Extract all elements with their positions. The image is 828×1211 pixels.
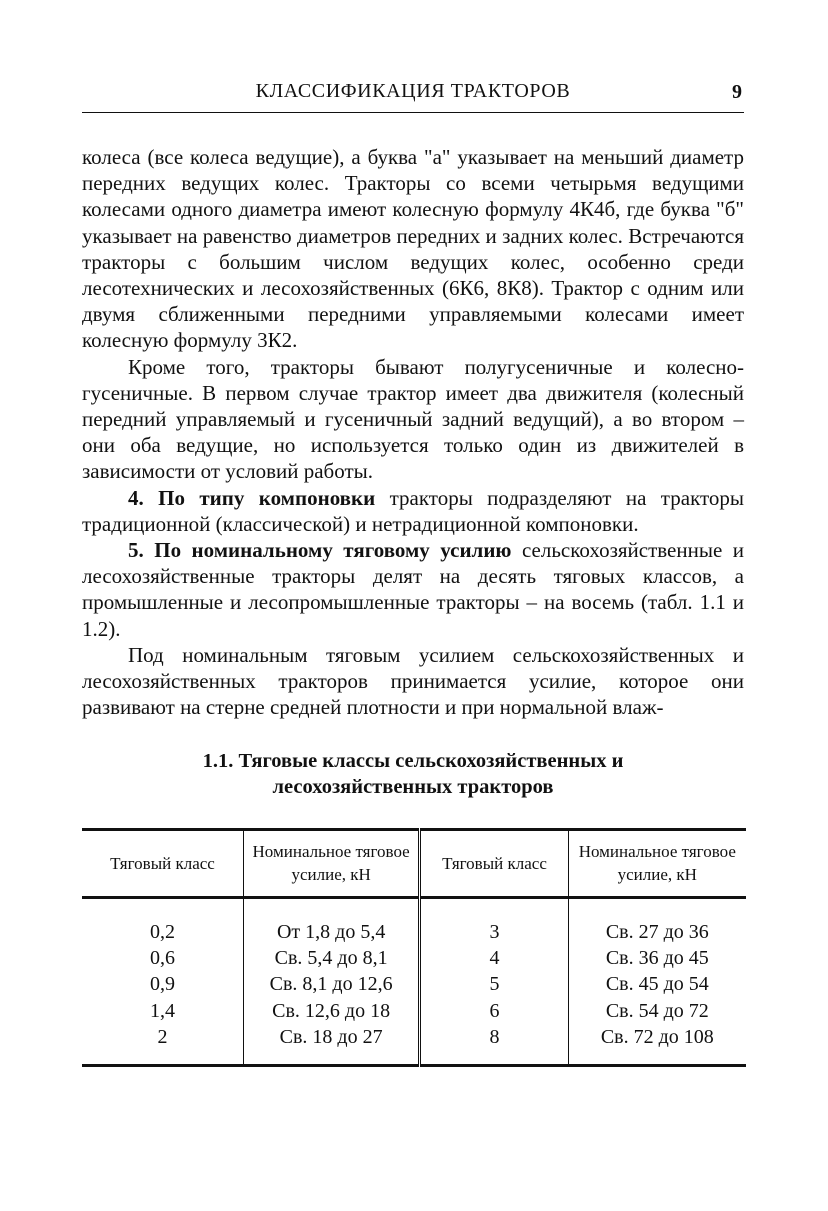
- table-title: [82, 748, 744, 800]
- table-cell: Св. 54 до 72: [605, 999, 709, 1022]
- table-cell: 0,6: [149, 947, 175, 970]
- running-header: [82, 78, 744, 113]
- table-cell: 8: [489, 1025, 500, 1048]
- table-cell: От 1,8 до 5,4: [276, 921, 386, 943]
- traction-class-table: [82, 828, 746, 1067]
- table-title-line-2: лесохозяйственных тракторов: [272, 776, 554, 798]
- table-body-row: [82, 898, 746, 1066]
- header-traction-class-2: Тяговый класс: [420, 830, 568, 898]
- table-cell: Св. 12,6 до 18: [272, 999, 391, 1022]
- paragraph-4: [82, 537, 744, 642]
- paragraph-2-text: Кроме того, тракторы бывают полугусеничные и колесно-гусеничные. В первом случае трактор имеет два движителя (колесный передний управляемый и гусеничный задний ведущий), а во втором – они оба ведущие, но используется только один из движителей в зависимости от условий работы.: [82, 354, 744, 484]
- paragraph-4-text: сельскохозяйственные и лесохозяйственные тракторы делят на десять тяговых классов, а промышленные и лесопромышленные тракторы – на восемь (табл. 1.1 и 1.2).: [82, 538, 745, 641]
- paragraph-1: [82, 144, 744, 354]
- body-text: [82, 144, 744, 720]
- table-cell: 5: [489, 973, 500, 996]
- header-nominal-force-2: Номинальное тяговое усилие, кН: [568, 830, 746, 898]
- table-cell: 2: [157, 1025, 168, 1048]
- paragraph-5-text: Под номинальным тяговым усилием сельскохозяйственных и лесохозяйственных тракторов принимается усилие, которое они развивают на стерне средней плотности и при нормальной влаж-: [82, 642, 744, 720]
- table-cell: Св. 27 до 36: [605, 921, 709, 943]
- table-cell: Св. 8,1 до 12,6: [269, 973, 393, 996]
- paragraph-3: [82, 485, 744, 537]
- paragraph-2: [82, 354, 744, 485]
- table-cell: 4: [489, 947, 500, 970]
- table-cell: 6: [489, 999, 500, 1022]
- header-traction-class-1: Тяговый класс: [82, 830, 243, 898]
- paragraph-4-heading: 5. По номинальному тяговому усилию: [128, 538, 512, 563]
- column-traction-class-2: [420, 898, 568, 1066]
- running-header-title: КЛАССИФИКАЦИЯ ТРАКТОРОВ: [255, 80, 571, 102]
- paragraph-3-text: тракторы подразделяют на тракторы традиционной (классической) и нетрадиционной компоновки.: [82, 485, 744, 536]
- paragraph-1-text: колеса (все колеса ведущие), а буква "а" указывает на меньший диаметр передних ведущих колес. Тракторы со всеми четырьмя ведущими колесами одного диаметра имеют колесную формулу 4К4б, где буква "б" указывает на равенство диаметров передних и задних колес. Встречаются тракторы с большим числом ведущих колес, особенно среди лесотехнических и лесохозяйственных (6К6, 8К8). Трактор с одним или двумя сближенными передними управляемыми колесами имеет колесную формулу 3К2.: [82, 145, 744, 353]
- table-cell: 1,4: [149, 999, 175, 1022]
- table-cell: 0,9: [149, 973, 175, 996]
- header-nominal-force-1: Номинальное тяговое усилие, кН: [243, 830, 419, 898]
- paragraph-3-heading: 4. По типу компоновки: [128, 485, 376, 510]
- table-cell: Св. 18 до 27: [279, 1025, 383, 1048]
- column-nominal-force-2: [568, 898, 746, 1066]
- table-title-line-1: 1.1. Тяговые классы сельскохозяйственных и: [202, 750, 624, 772]
- table-cell: Св. 72 до 108: [600, 1025, 714, 1048]
- table-cell: Св. 45 до 54: [605, 973, 709, 996]
- table-cell: 0,2: [149, 921, 175, 943]
- column-nominal-force-1: [243, 898, 419, 1066]
- column-traction-class-1: [82, 898, 243, 1066]
- table-header-row: [82, 830, 746, 898]
- paragraph-5: [82, 642, 744, 721]
- table-cell: Св. 5,4 до 8,1: [274, 947, 388, 970]
- table-cell: Св. 36 до 45: [605, 947, 709, 970]
- page-number: 9: [732, 81, 742, 103]
- table-cell: 3: [489, 921, 500, 943]
